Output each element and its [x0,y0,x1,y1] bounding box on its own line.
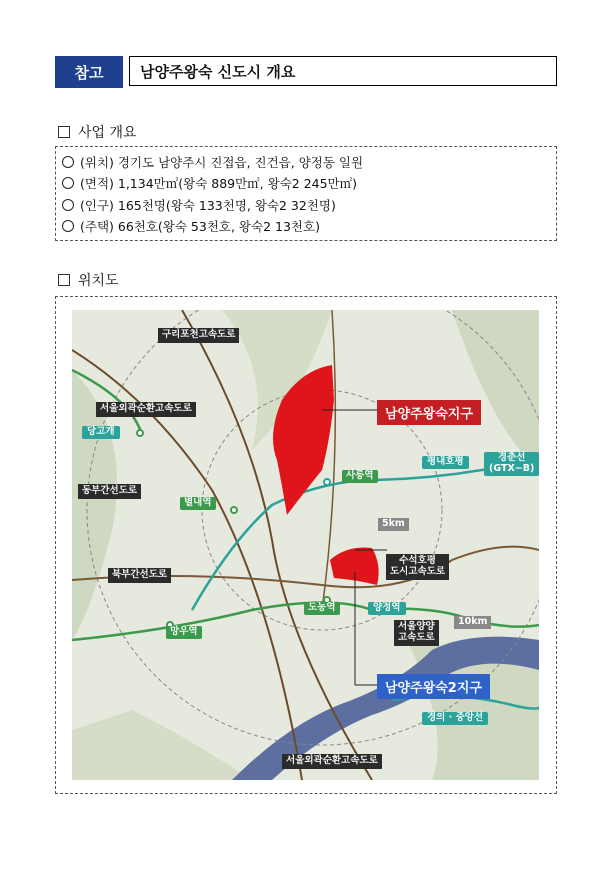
circle-bullet-icon [62,199,74,211]
map-label-seoul-yangyang: 서울양양 고속도로 [394,620,439,646]
map-label-bukbu: 북부간선도로 [108,568,171,583]
map-label-byeollae: 별내역 [180,497,216,510]
circle-bullet-icon [62,156,74,168]
square-bullet-icon [58,274,70,286]
map-label-10km: 10km [454,616,491,629]
overview-item-population: (인구) 165천명(왕숙 133천명, 왕숙2 32천명) [62,194,550,216]
map-label-seoul-outer: 서울외곽순환고속도로 [96,402,196,417]
map-label-gyeongui: 경의 · 중앙선 [422,712,488,725]
map-label-dongbu: 동부간선도로 [78,484,141,499]
map-graphic [72,310,539,780]
circle-bullet-icon [62,177,74,189]
map-label-mangu: 망우역 [166,626,202,639]
location-section-title: 위치도 [58,270,119,290]
map-label-gyeongchun-line: 경춘선 (GTX−B) [484,452,539,476]
map-label-yangjeong: 양정역 [368,602,406,615]
map-label-district1: 남양주왕숙지구 [377,400,481,425]
map-label-pyeongnae: 평내호평 [422,456,469,469]
map-label-district2: 남양주왕숙2지구 [377,674,490,699]
page-title: 남양주왕숙 신도시 개요 [129,56,557,86]
overview-section-title: 사업 개요 [58,122,137,142]
map-label-donong: 도농역 [304,602,340,615]
overview-item-location: (위치) 경기도 남양주시 진접읍, 진건읍, 양정동 일원 [62,151,550,173]
circle-bullet-icon [62,220,74,232]
overview-item-housing: (주택) 66천호(왕숙 53천호, 왕숙2 13천호) [62,216,550,238]
map-label-suseok-hopyeong: 수석호평 도시고속도로 [386,554,449,580]
overview-item-area: (면적) 1,134만㎡(왕숙 889만㎡, 왕숙2 245만㎡) [62,173,550,195]
map-label-guri-pocheon: 구리포천고속도로 [158,328,239,343]
map-label-seoul-outer-bottom: 서울외곽순환고속도로 [282,754,382,769]
reference-badge: 참고 [55,56,123,88]
page-header [55,56,560,90]
location-map [72,310,539,780]
map-label-5km: 5km [378,518,409,531]
overview-box [55,146,557,241]
square-bullet-icon [58,126,70,138]
map-label-sareung: 사릉역 [342,470,378,483]
map-label-danggogae: 당고개 [82,426,120,439]
